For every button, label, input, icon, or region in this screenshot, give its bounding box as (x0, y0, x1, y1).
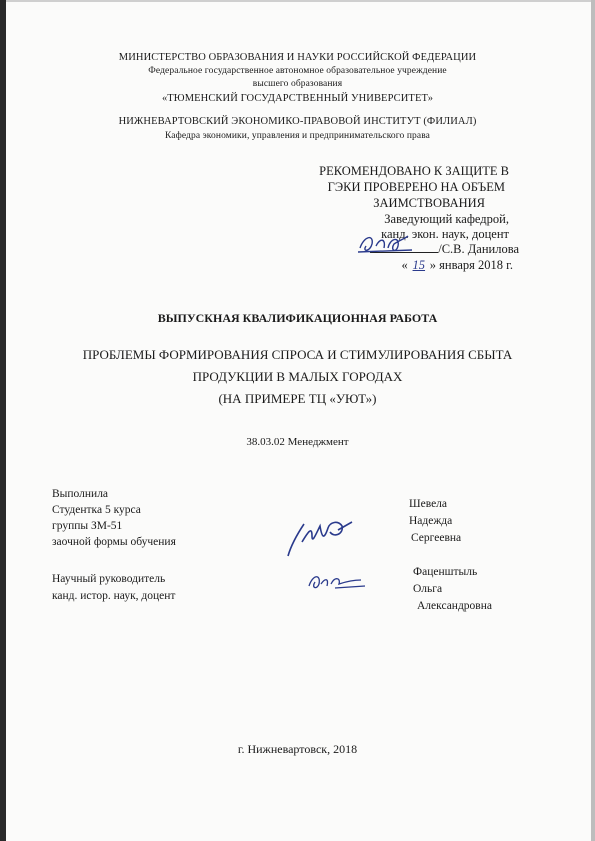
supervisor-surname: Фаценштыль (413, 566, 478, 578)
work-type-title: ВЫПУСКНАЯ КВАЛИФИКАЦИОННАЯ РАБОТА (157, 311, 438, 325)
student-name: Надежда (409, 515, 453, 527)
approval-line-1: РЕКОМЕНДОВАНО К ЗАЩИТЕ В (319, 164, 509, 178)
city-year: г. Нижневартовск, 2018 (237, 742, 358, 756)
student-label-2: Студентка 5 курса (52, 504, 141, 516)
supervisor-signature (305, 568, 375, 596)
date-rest: » января 2018 г. (429, 258, 513, 272)
date-day: 15 (412, 258, 426, 272)
date-open-quote: « (401, 258, 408, 272)
supervisor-patronymic: Александровна (417, 600, 492, 612)
student-label-4: заочной формы обучения (52, 536, 176, 548)
approval-line-2: ГЭКИ ПРОВЕРЕНО НА ОБЪЕМ (327, 180, 505, 194)
topic-line-1: ПРОБЛЕМЫ ФОРМИРОВАНИЯ СПРОСА И СТИМУЛИРОВАНИЯ СБЫТА (82, 347, 513, 362)
university-line: «ТЮМЕНСКИЙ ГОСУДАРСТВЕННЫЙ УНИВЕРСИТЕТ» (161, 93, 434, 104)
student-signature (282, 512, 362, 562)
department-line: Кафедра экономики, управления и предпринимательского права (164, 131, 430, 141)
approval-date (402, 258, 513, 273)
head-of-department-signature (350, 226, 430, 258)
ministry-line: МИНИСТЕРСТВО ОБРАЗОВАНИЯ И НАУКИ РОССИЙСКОЙ ФЕДЕРАЦИИ (118, 52, 477, 63)
specialty: 38.03.02 Менеджмент (246, 436, 349, 448)
supervisor-name: Ольга (413, 583, 443, 595)
student-patronymic: Сергеевна (411, 532, 462, 544)
scan-edge-top (6, 0, 591, 2)
supervisor-label-2: канд. истор. наук, доцент (52, 590, 176, 602)
topic-line-3: (НА ПРИМЕРЕ ТЦ «УЮТ») (218, 391, 377, 406)
education-level-line: высшего образования (252, 79, 343, 89)
student-label-3: группы ЗМ-51 (52, 520, 123, 532)
student-label-1: Выполнила (52, 488, 109, 500)
branch-line: НИЖНЕВАРТОВСКИЙ ЭКОНОМИКО-ПРАВОВОЙ ИНСТИТУТ (ФИЛИАЛ) (118, 116, 477, 127)
signer-name: /С.В. Данилова (438, 242, 519, 256)
approval-degree: канд. экон. наук, доцент (381, 227, 509, 241)
approval-line-3: ЗАИМСТВОВАНИЯ (373, 196, 485, 210)
topic-line-2: ПРОДУКЦИИ В МАЛЫХ ГОРОДАХ (192, 369, 403, 384)
institution-type-line: Федеральное государственное автономное образовательное учреждение (148, 66, 447, 76)
student-surname: Шевела (409, 498, 448, 510)
approval-position: Заведующий кафедрой, (384, 212, 509, 226)
supervisor-label-1: Научный руководитель (52, 573, 166, 585)
